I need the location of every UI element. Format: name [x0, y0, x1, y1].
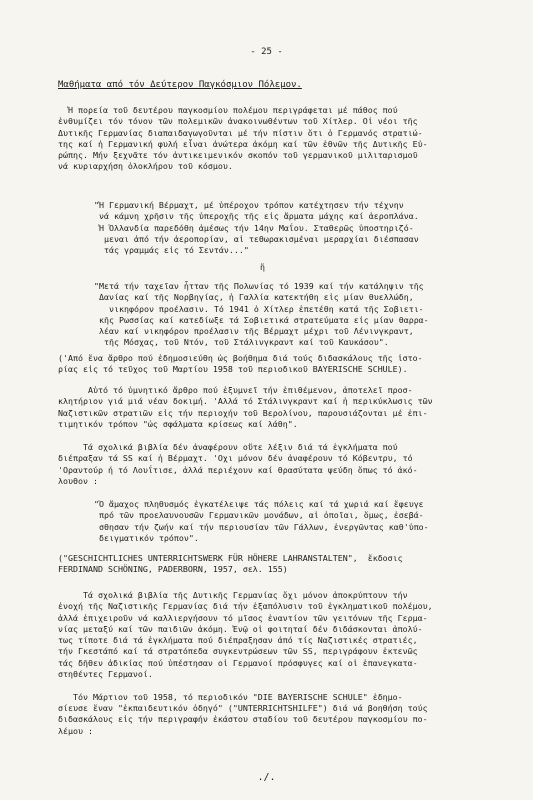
quote-wehrmacht: "Ἡ Γερμανική Βέρμαχτ, μέ ὑπέροχον τρόπον κατέχτησεν τήν τέχνην νά κάμνη χρῆσιν τῆς ὑπεροχῆς τῆς εἰς ἅρματα μάχης καί ἀεροπλάνα. Ἡ Ὁλλανδία παρεδόθη ἀμέσως τήν 14ην Μαΐου. Σταθερῶς ὑποστηριζό- μεναι ἀπό τήν ἀεροπορίαν, αἱ τεθωρακισμέναι μεραρχίαι διέσπασαν τάς γραμμάς εἰς τό Σεντάν..."	[94, 200, 419, 256]
continuation-mark: ./.	[257, 772, 276, 783]
intro-paragraph: Ἡ πορεία τοῦ δευτέρου παγκοσμίου πολέμου περιγράφεται μέ πάθος πού ἐνθυμίζει τόν τόνον τῶν πολεμικῶν ἀνακοινωθέντων τοῦ Χίτλερ. Οἱ νέοι τῆς Δυτικῆς Γερμανίας διαπαιδαγωγοῦνται μέ τήν πίστιν ὅτι ὁ Γερμανός στρατιώ- της καί ἡ Γερμανική φυλή εἶναι ἀνώτερα ἀκόμη καί τῶν ἐθνῶν τῆς Δυτικῆς Εὐ- ρώπης. Μήν ξεχνᾶτε τόν ἀντικειμενικόν σκοπόν τοῦ γερμανικοῦ μιλιταρισμοῦ νά κυριαρχήση ὁλοκλήρου τοῦ κόσμου.	[58, 105, 428, 172]
source-geschichtliches: ("GESCHICHTLICHES UNTERRICHTSWERK FÜR HÖHERE LAHRANSTALTEN", ἔκδοσις FERDINAND SCHÖNING, PADERBORN, 1957, σελ. 155)	[58, 553, 403, 575]
quote-civilian-population: "Ὁ ἄμαχος πληθυσμός ἐγκατέλειψε τάς πόλεις καί τά χωριά καί ἔφευγε πρό τῶν προελαυνουσῶν Γερμανικῶν μονάδων, αἱ ὁποῖαι, ὅμως, ἐσεβά- σθησαν τήν ζωήν καί τήν περιουσίαν τῶν Γάλλων, ἐνεργῶντας καθ'ὑπο- δειγματικόν τρόπον".	[94, 499, 429, 543]
separator-eta: ἤ	[260, 262, 265, 272]
quote-poland-campaign: "Μετά τήν ταχεῖαν ἧτταν τῆς Πολωνίας τό 1939 καί τήν κατάληψιν τῆς Δανίας καί τῆς Νορβηγίας, ἡ Γαλλία κατεκτήθη εἰς μίαν θυελλώδη, νικηφόρον προέλασιν. Τό 1941 ὁ Χίτλερ ἐπετέθη κατά τῆς Σοβιετι- κῆς Ρωσσίας καί κατεδίωξε τά Σοβιετικά στρατεύματα εἰς μίαν θαρρα- λέαν καί νικηφόρον προέλασιν τῆς Βέρμαχτ μέχρι τοῦ Λένινγκραντ, τῆς Μόσχας, τοῦ Ντόν, τοῦ Στάλινγκραντ καί τοῦ Καυκάσου".	[94, 281, 429, 348]
page-number: - 25 -	[250, 47, 283, 57]
schoolbooks-crimes-paragraph: Τά σχολικά βιβλία δέν ἀναφέρουν οὔτε λέξιν διά τά ἐγκλήματα πού διέπραξαν τά SS καί ἡ Βέρμαχτ. 'Οχι μόνον δέν ἀναφέρουν τό Κόβεντρυ, τό 'Οραντούρ ή τό Λουΐτισε, ἀλλά περιέχουν καί θρασύτατα ψεύδη ὅπως τό ἀκό- λουθον :	[58, 442, 418, 486]
section-title: Μαθήματα από τόν Δεύτερον Παγκόσμιον Πόλεμον.	[58, 80, 302, 90]
schoolbooks-hatred-paragraph: Τά σχολικά βιβλία τῆς Δυτικῆς Γερμανίας ὄχι μόνον ἀποκρύπτουν τήν ἐνοχή τῆς Ναζιστικῆς Γερμανίας διά τήν ἐξαπόλυσιν τοῦ ἐγκληματικοῦ πολέμου, ἀλλά ἐπιχειροῦν νά καλλιεργήσουν τό μῖσος ἐναντίον τῶν γειτόνων τῆς Γερμα- νίας μεταξύ καί τῶν παιδιῶν ἀκόμη. Ἐνῷ οἱ φοιτηταί δέν διδάσκονται ἀπολύ- τως τίποτε διά τά ἐγκλήματα πού διέπραξησαν ἀπό τίς Ναζιστικές στρατιές, τήν Γκεστάπό καί τά στρατόπεδα συγκεντρώσεων τῶν SS, περιγράφουν ἐκτενῶς τάς δῆθεν ἀδικίας πού ὑπέστησαν οἱ Γερμανοί πρόσφυγες καί οἱ ἐπανεγκατα- στηθέντες Γερμανοί. Τόν Μάρτιον τοῦ 1958, τό περιοδικόν "DIE BAYERISCHE SCHULE" ἐδημο- σίευσε ἕναν "ἐκπαιδευτικόν ὁδηγό" ("UNTERRICHTSHILFE") διά νά βοηθήση τούς διδασκάλους εἰς τήν περιγραφήν ἑκάστου σταδίου τοῦ δευτέρου παγκοσμίου πο- λέμου :	[58, 590, 433, 736]
hymn-article-paragraph: Αὐτό τό ὑμνητικό ἄρθρο πού ἐξυμνεῖ τήν ἐπιθέμενον, ἀποτελεῖ προσ- κλητήριον γιά μιά νέαν δοκιμή. 'Αλλά τό Στάλινγκραντ καί ἡ περικύκλωσις τῶν Ναζιστικῶν στρατιῶν εἰς τήν περιοχήν τοῦ Βερολίνου, παρουσιάζονται μέ ἐπι- τιμητικόν τρόπον "ὡς σφάλματα κρίσεως καί λάθη".	[58, 385, 433, 429]
source-bayerische-schule: ('Από ἕνα ἄρθρο πού ἐδημοσιεύθη ὡς βοήθημα διά τούς διδασκάλους τῆς ἱστο- ρίας εἰς τό τεῦχος τοῦ Μαρτίου 1958 τοῦ περιοδικοῦ BAYERISCHE SCHULE).	[58, 353, 423, 375]
